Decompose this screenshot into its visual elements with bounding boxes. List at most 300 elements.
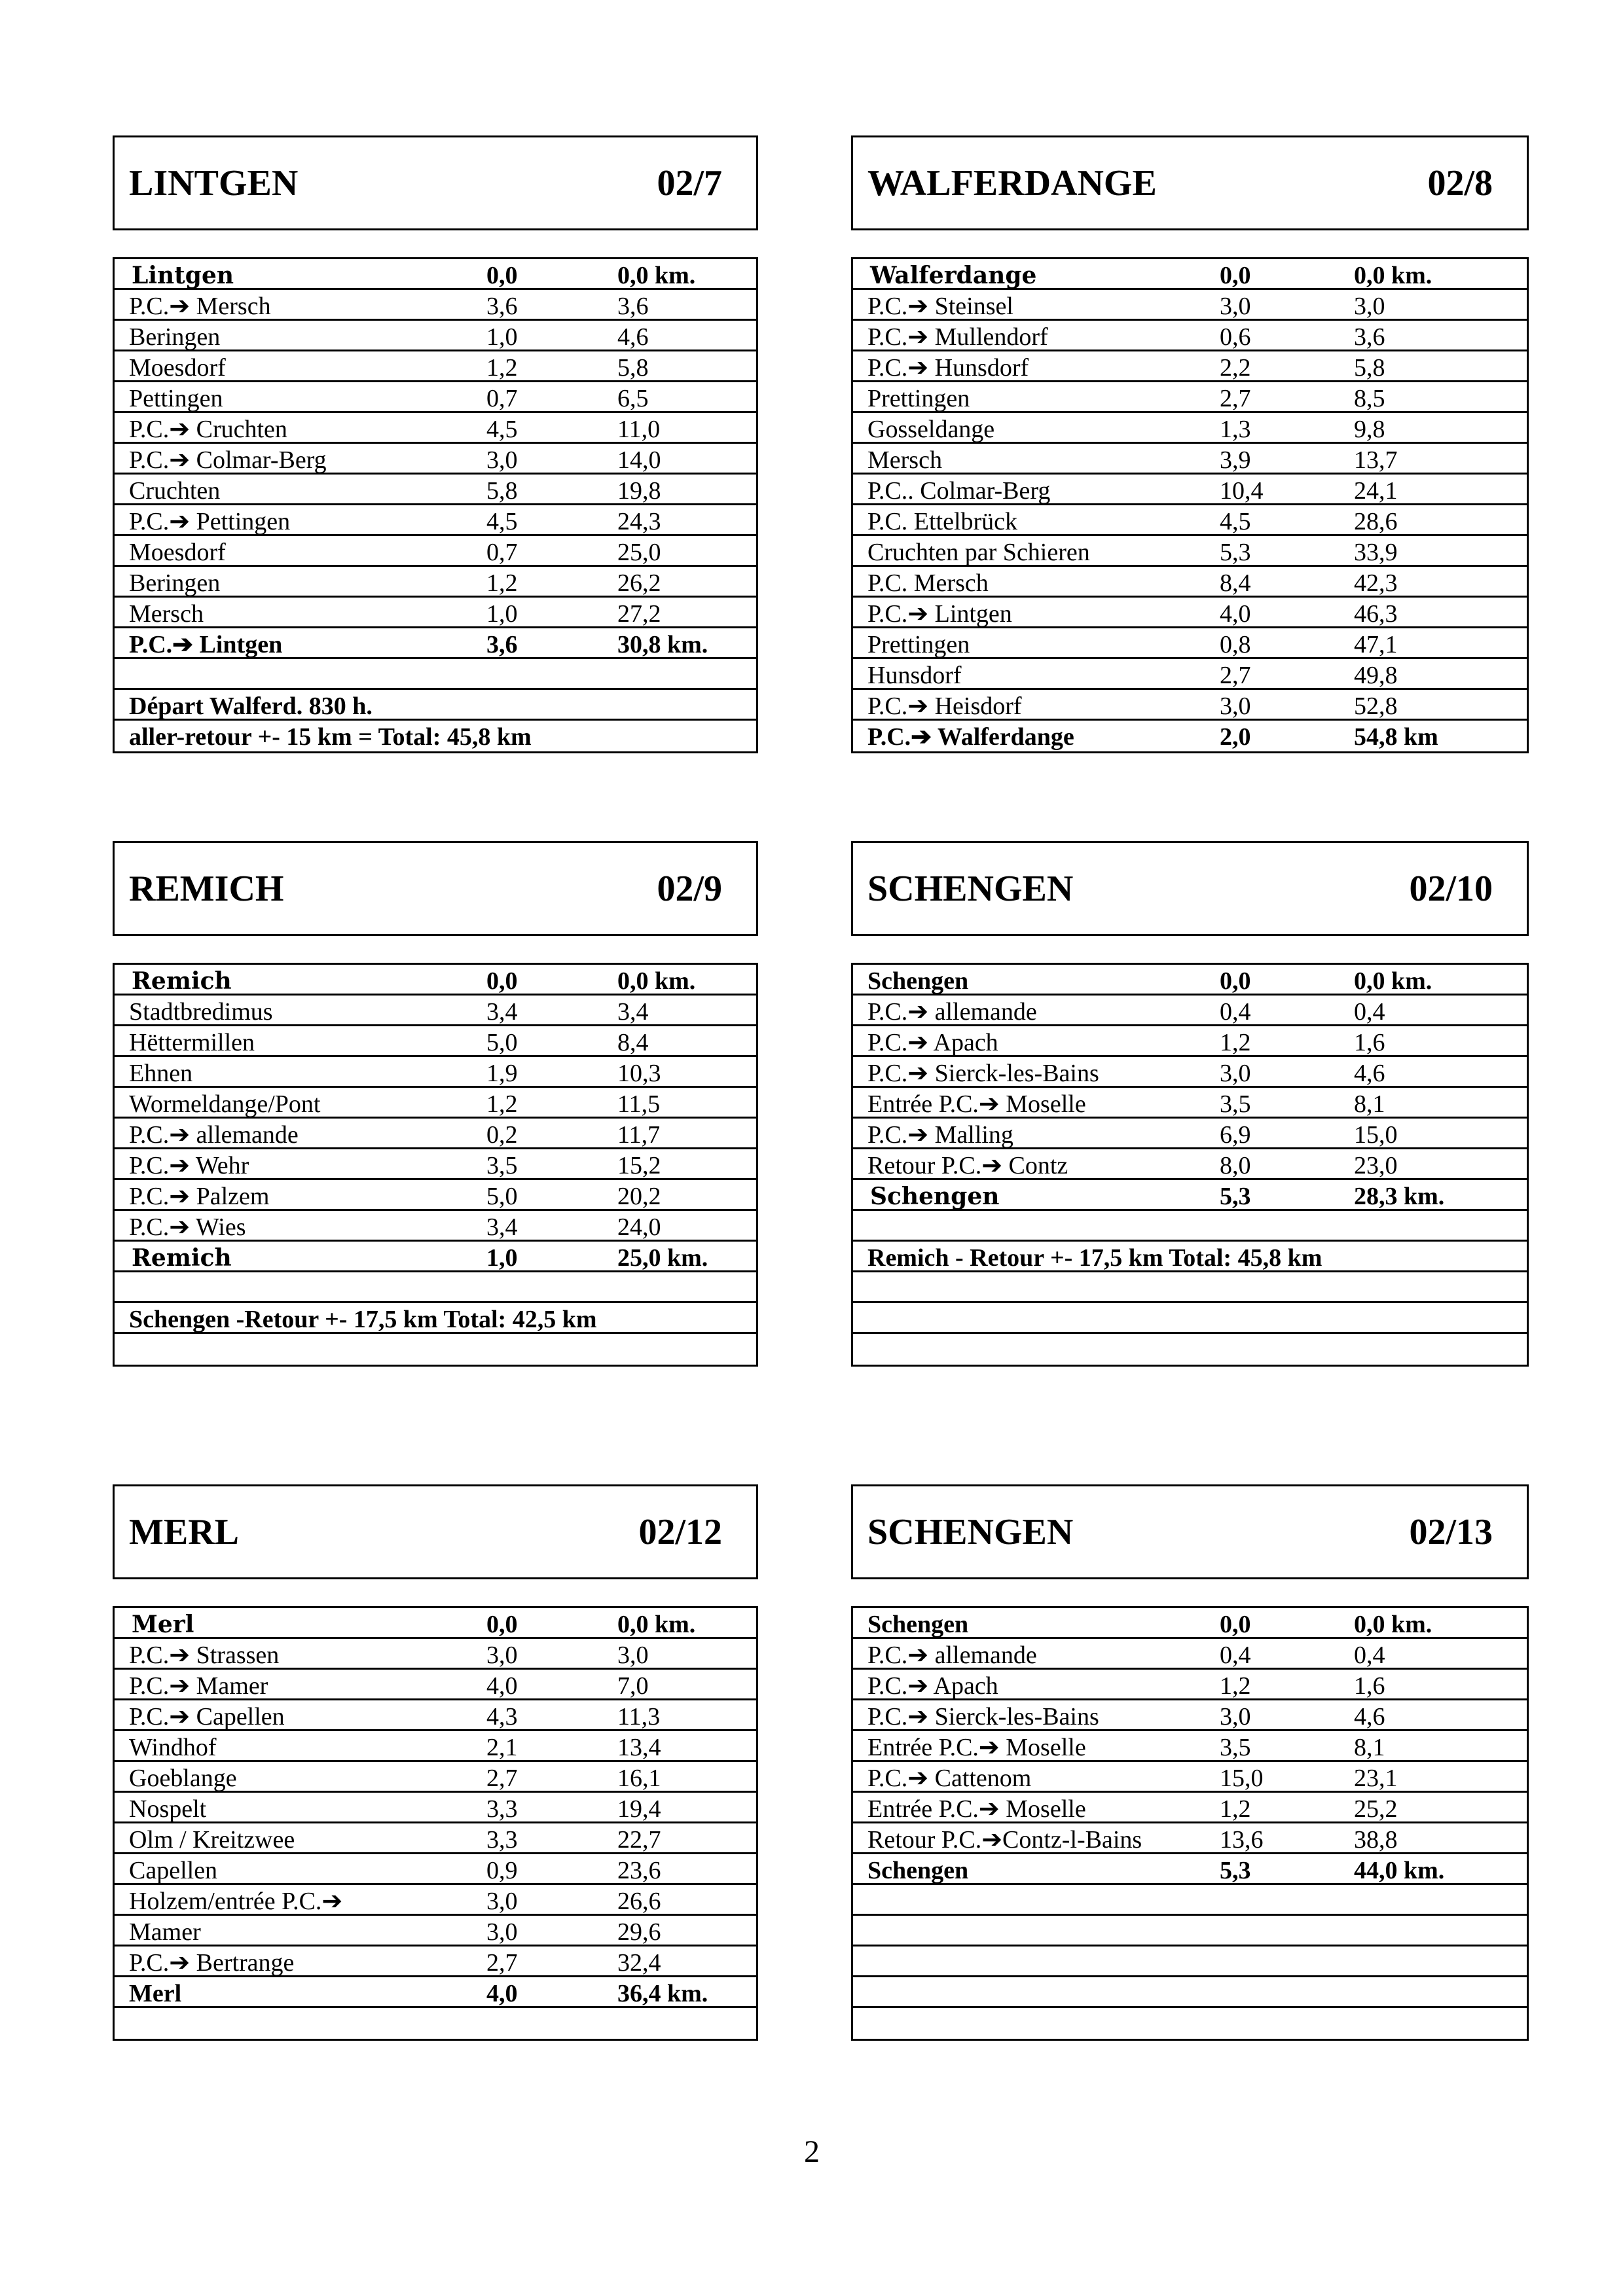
table-row: [115, 690, 756, 721]
distance-cell: 0,9: [486, 1857, 518, 1884]
table-row: [853, 1762, 1527, 1793]
place-cell: Holzem/entrée P.C.➔: [129, 1888, 343, 1915]
table-row: [115, 1639, 756, 1670]
place-cell: P.C.➔ Malling: [867, 1121, 1013, 1149]
table-row: [853, 1272, 1527, 1303]
total-cell: 3,4: [617, 998, 649, 1026]
distance-cell: 2,7: [1220, 385, 1251, 412]
place-cell: P.C.➔ allemande: [129, 1121, 299, 1149]
table-row: [853, 1334, 1527, 1365]
table-row: [115, 259, 756, 290]
distance-cell: 8,4: [1220, 569, 1251, 597]
distance-cell: 4,5: [486, 508, 518, 535]
distance-cell: 1,9: [486, 1060, 518, 1087]
table-row: [853, 259, 1527, 290]
distance-cell: 1,2: [1220, 1029, 1251, 1056]
distance-cell: 3,0: [486, 1888, 518, 1915]
total-cell: 13,4: [617, 1734, 661, 1761]
total-cell: 22,7: [617, 1826, 661, 1854]
total-cell: 24,0: [617, 1213, 661, 1241]
table-row: [853, 1793, 1527, 1823]
route-table: [113, 963, 758, 1367]
total-cell: 36,4 km.: [617, 1980, 708, 2007]
card-code: 02/7: [657, 162, 722, 204]
table-row: [853, 1670, 1527, 1700]
card-code: 02/9: [657, 868, 722, 909]
place-cell: P.C.➔ Mullendorf: [867, 323, 1048, 351]
table-row: [853, 1149, 1527, 1180]
distance-cell: 0,0: [1220, 1611, 1251, 1638]
table-row: [115, 628, 756, 659]
total-cell: 54,8 km: [1354, 723, 1438, 751]
place-cell: Wormeldange/Pont: [129, 1090, 321, 1118]
total-cell: 0,0 km.: [617, 1611, 696, 1638]
total-cell: 46,3: [1354, 600, 1398, 628]
distance-cell: 1,2: [486, 354, 518, 382]
place-cell: P.C.➔ Hunsdorf: [867, 354, 1029, 382]
table-row: [853, 1639, 1527, 1670]
total-cell: 5,8: [617, 354, 649, 382]
total-cell: 23,1: [1354, 1765, 1398, 1792]
table-row: [115, 1670, 756, 1700]
distance-cell: 0,4: [1220, 1641, 1251, 1669]
total-cell: 0,0 km.: [1354, 967, 1432, 995]
distance-cell: 0,0: [486, 262, 518, 289]
table-row: [853, 1916, 1527, 1946]
total-cell: 0,0 km.: [617, 262, 696, 289]
distance-cell: 3,0: [486, 446, 518, 474]
place-cell: Merl: [132, 1611, 194, 1638]
table-row: [115, 413, 756, 444]
distance-cell: 3,3: [486, 1795, 518, 1823]
distance-cell: 4,0: [1220, 600, 1251, 628]
place-cell: Schengen: [867, 1611, 969, 1638]
table-row: [853, 505, 1527, 536]
place-cell: P.C.➔ Steinsel: [867, 293, 1013, 320]
place-cell: P.C.➔ Capellen: [129, 1703, 285, 1731]
card-header: [851, 1484, 1529, 1579]
table-row: [115, 382, 756, 413]
total-cell: 25,0: [617, 539, 661, 566]
total-cell: 4,6: [617, 323, 649, 351]
place-cell: Schengen: [870, 1183, 1000, 1210]
place-cell: P.C.➔ Heisdorf: [867, 692, 1022, 720]
table-row: [853, 1700, 1527, 1731]
place-cell: Beringen: [129, 569, 221, 597]
table-row: [853, 1057, 1527, 1088]
table-row: [853, 1977, 1527, 2008]
place-cell: P.C.➔ Colmar-Berg: [129, 446, 327, 474]
table-row: [115, 475, 756, 505]
table-row: [115, 1946, 756, 1977]
card-header: [113, 135, 758, 230]
total-cell: 24,1: [1354, 477, 1398, 505]
place-cell: P.C.➔ Wehr: [129, 1152, 249, 1179]
table-row: [853, 1211, 1527, 1242]
total-cell: 47,1: [1354, 631, 1398, 658]
distance-cell: 2,2: [1220, 354, 1251, 382]
table-row: [115, 505, 756, 536]
place-cell: Schengen: [867, 967, 969, 995]
place-cell: P.C. Mersch: [867, 569, 989, 597]
distance-cell: 3,9: [1220, 446, 1251, 474]
place-cell: Walferdange: [870, 262, 1037, 289]
distance-cell: 3,0: [1220, 293, 1251, 320]
place-cell: P.C.➔ Apach: [867, 1672, 998, 1700]
distance-cell: 0,0: [486, 967, 518, 995]
route-table: [851, 257, 1529, 753]
distance-cell: 2,7: [486, 1765, 518, 1792]
place-cell: P.C.➔ Cruchten: [129, 416, 287, 443]
table-row: [115, 290, 756, 321]
distance-cell: 1,0: [486, 1244, 518, 1272]
place-cell: P.C.➔ Cattenom: [867, 1765, 1032, 1792]
total-cell: 13,7: [1354, 446, 1398, 474]
total-cell: 3,0: [1354, 293, 1385, 320]
place-cell: Capellen: [129, 1857, 218, 1884]
table-row: [853, 1303, 1527, 1334]
place-cell: Hunsdorf: [867, 662, 962, 689]
place-cell: Entrée P.C.➔ Moselle: [867, 1734, 1086, 1761]
distance-cell: 1,0: [486, 600, 518, 628]
total-cell: 16,1: [617, 1765, 661, 1792]
place-cell: Nospelt: [129, 1795, 207, 1823]
route-table: [851, 963, 1529, 1367]
total-cell: 9,8: [1354, 416, 1385, 443]
distance-cell: 3,4: [486, 998, 518, 1026]
total-cell: 27,2: [617, 600, 661, 628]
table-row: [115, 996, 756, 1026]
place-cell: Windhof: [129, 1734, 217, 1761]
table-row: [853, 1885, 1527, 1916]
total-cell: 24,3: [617, 508, 661, 535]
table-row: [853, 996, 1527, 1026]
place-cell: P.C.➔ Mersch: [129, 293, 271, 320]
card-header: [851, 841, 1529, 936]
table-row: [115, 1854, 756, 1885]
route-table: [113, 257, 758, 753]
table-row: [853, 1088, 1527, 1119]
place-cell: Cruchten par Schieren: [867, 539, 1090, 566]
distance-cell: 3,3: [486, 1826, 518, 1854]
total-cell: 42,3: [1354, 569, 1398, 597]
place-cell: Mersch: [129, 600, 204, 628]
table-row: [115, 598, 756, 628]
distance-cell: 3,0: [1220, 1060, 1251, 1087]
distance-cell: 3,0: [486, 1641, 518, 1669]
place-cell: Moesdorf: [129, 354, 226, 382]
table-row: [853, 1026, 1527, 1057]
total-cell: 6,5: [617, 385, 649, 412]
total-cell: 0,0 km.: [1354, 262, 1432, 289]
total-cell: 28,6: [1354, 508, 1398, 535]
place-cell: Schengen -Retour +- 17,5 km Total: 42,5 km: [129, 1306, 597, 1333]
place-cell: P.C.➔ allemande: [867, 998, 1037, 1026]
distance-cell: 1,2: [486, 569, 518, 597]
table-row: [853, 690, 1527, 721]
distance-cell: 1,2: [1220, 1672, 1251, 1700]
table-row: [115, 1057, 756, 1088]
place-cell: P.C.. Colmar-Berg: [867, 477, 1051, 505]
table-row: [115, 1793, 756, 1823]
place-cell: Entrée P.C.➔ Moselle: [867, 1795, 1086, 1823]
table-row: [115, 1977, 756, 2008]
distance-cell: 5,3: [1220, 1183, 1251, 1210]
total-cell: 4,6: [1354, 1703, 1385, 1731]
table-row: [853, 721, 1527, 751]
table-row: [853, 598, 1527, 628]
place-cell: Pettingen: [129, 385, 223, 412]
distance-cell: 15,0: [1220, 1765, 1264, 1792]
table-row: [115, 567, 756, 598]
place-cell: Schengen: [867, 1857, 969, 1884]
table-row: [115, 1180, 756, 1211]
distance-cell: 0,8: [1220, 631, 1251, 658]
table-row: [853, 1854, 1527, 1885]
total-cell: 11,3: [617, 1703, 661, 1731]
distance-cell: 1,2: [1220, 1795, 1251, 1823]
place-cell: Remich: [132, 1244, 232, 1272]
table-row: [115, 965, 756, 996]
place-cell: Cruchten: [129, 477, 221, 505]
card-title: SCHENGEN: [867, 1511, 1074, 1552]
distance-cell: 4,5: [486, 416, 518, 443]
distance-cell: 8,0: [1220, 1152, 1251, 1179]
total-cell: 10,3: [617, 1060, 661, 1087]
total-cell: 1,6: [1354, 1029, 1385, 1056]
table-row: [853, 351, 1527, 382]
total-cell: 14,0: [617, 446, 661, 474]
distance-cell: 0,4: [1220, 998, 1251, 1026]
distance-cell: 4,5: [1220, 508, 1251, 535]
table-row: [115, 1149, 756, 1180]
table-row: [853, 1823, 1527, 1854]
total-cell: 8,1: [1354, 1090, 1385, 1118]
total-cell: 11,0: [617, 416, 661, 443]
route-table: [113, 1606, 758, 2041]
table-row: [115, 659, 756, 690]
total-cell: 0,4: [1354, 1641, 1385, 1669]
card-title: SCHENGEN: [867, 868, 1074, 909]
distance-cell: 3,4: [486, 1213, 518, 1241]
table-row: [115, 1916, 756, 1946]
distance-cell: 2,7: [1220, 662, 1251, 689]
total-cell: 44,0 km.: [1354, 1857, 1445, 1884]
table-row: [853, 659, 1527, 690]
table-row: [853, 2008, 1527, 2039]
card-code: 02/12: [638, 1511, 722, 1552]
total-cell: 8,4: [617, 1029, 649, 1056]
total-cell: 29,6: [617, 1918, 661, 1946]
table-row: [115, 1088, 756, 1119]
place-cell: Retour P.C.➔ Contz: [867, 1152, 1068, 1179]
distance-cell: 0,2: [486, 1121, 518, 1149]
total-cell: 4,6: [1354, 1060, 1385, 1087]
table-row: [853, 536, 1527, 567]
table-row: [115, 2008, 756, 2039]
place-cell: P.C.➔ Walferdange: [867, 723, 1074, 751]
table-row: [853, 1946, 1527, 1977]
table-row: [853, 321, 1527, 351]
card-title: REMICH: [129, 868, 284, 909]
page-number: 2: [804, 2134, 820, 2169]
table-row: [853, 1731, 1527, 1762]
table-row: [853, 1608, 1527, 1639]
distance-cell: 3,0: [1220, 692, 1251, 720]
place-cell: P.C.➔ Mamer: [129, 1672, 268, 1700]
place-cell: P.C.➔ Palzem: [129, 1183, 270, 1210]
distance-cell: 3,6: [486, 293, 518, 320]
total-cell: 25,0 km.: [617, 1244, 708, 1272]
card-code: 02/10: [1409, 868, 1493, 909]
card-header: [113, 1484, 758, 1579]
distance-cell: 2,7: [486, 1949, 518, 1977]
place-cell: Ehnen: [129, 1060, 193, 1087]
place-cell: Merl: [129, 1980, 182, 2007]
distance-cell: 0,7: [486, 539, 518, 566]
place-cell: Remich - Retour +- 17,5 km Total: 45,8 km: [867, 1244, 1322, 1272]
total-cell: 28,3 km.: [1354, 1183, 1445, 1210]
distance-cell: 2,1: [486, 1734, 518, 1761]
place-cell: P.C.➔ Strassen: [129, 1641, 280, 1669]
distance-cell: 2,0: [1220, 723, 1251, 751]
total-cell: 26,6: [617, 1888, 661, 1915]
distance-cell: 3,0: [486, 1918, 518, 1946]
table-row: [115, 721, 756, 751]
distance-cell: 10,4: [1220, 477, 1264, 505]
place-cell: P.C.➔ Lintgen: [867, 600, 1012, 628]
card-code: 02/13: [1409, 1511, 1493, 1552]
place-cell: Mamer: [129, 1918, 201, 1946]
total-cell: 23,0: [1354, 1152, 1398, 1179]
card-title: MERL: [129, 1511, 239, 1552]
total-cell: 3,6: [1354, 323, 1385, 351]
table-row: [853, 1242, 1527, 1272]
distance-cell: 3,0: [1220, 1703, 1251, 1731]
distance-cell: 4,0: [486, 1672, 518, 1700]
table-row: [115, 1272, 756, 1303]
distance-cell: 0,0: [486, 1611, 518, 1638]
place-cell: Lintgen: [132, 262, 234, 289]
distance-cell: 0,0: [1220, 967, 1251, 995]
distance-cell: 1,2: [486, 1090, 518, 1118]
distance-cell: 4,0: [486, 1980, 518, 2007]
place-cell: Prettingen: [867, 631, 970, 658]
place-cell: P.C.➔ Wies: [129, 1213, 246, 1241]
place-cell: Départ Walferd. 830 h.: [129, 692, 373, 720]
table-row: [853, 1119, 1527, 1149]
total-cell: 33,9: [1354, 539, 1398, 566]
table-row: [115, 1303, 756, 1334]
total-cell: 30,8 km.: [617, 631, 708, 658]
total-cell: 1,6: [1354, 1672, 1385, 1700]
card-title: LINTGEN: [129, 162, 299, 204]
distance-cell: 3,5: [1220, 1090, 1251, 1118]
distance-cell: 5,0: [486, 1183, 518, 1210]
distance-cell: 0,6: [1220, 323, 1251, 351]
place-cell: Gosseldange: [867, 416, 995, 443]
total-cell: 15,2: [617, 1152, 661, 1179]
place-cell: P.C.➔ Bertrange: [129, 1949, 295, 1977]
table-row: [853, 290, 1527, 321]
table-row: [115, 1762, 756, 1793]
place-cell: P.C.➔ Sierck-les-Bains: [867, 1703, 1099, 1731]
distance-cell: 6,9: [1220, 1121, 1251, 1149]
place-cell: P.C.➔ Lintgen: [129, 631, 283, 658]
total-cell: 0,0 km.: [617, 967, 696, 995]
distance-cell: 5,3: [1220, 1857, 1251, 1884]
card-header: [851, 135, 1529, 230]
table-row: [115, 1334, 756, 1365]
route-table: [851, 1606, 1529, 2041]
place-cell: Entrée P.C.➔ Moselle: [867, 1090, 1086, 1118]
total-cell: 0,0 km.: [1354, 1611, 1432, 1638]
place-cell: Retour P.C.➔Contz-l-Bains: [867, 1826, 1142, 1854]
total-cell: 0,4: [1354, 998, 1385, 1026]
total-cell: 8,5: [1354, 385, 1385, 412]
total-cell: 38,8: [1354, 1826, 1398, 1854]
table-row: [115, 1823, 756, 1854]
total-cell: 25,2: [1354, 1795, 1398, 1823]
total-cell: 3,0: [617, 1641, 649, 1669]
place-cell: P.C.➔ allemande: [867, 1641, 1037, 1669]
place-cell: P.C.➔ Sierck-les-Bains: [867, 1060, 1099, 1087]
table-row: [853, 413, 1527, 444]
place-cell: Prettingen: [867, 385, 970, 412]
table-row: [853, 965, 1527, 996]
table-row: [115, 1119, 756, 1149]
table-row: [115, 1026, 756, 1057]
table-row: [115, 1242, 756, 1272]
total-cell: 11,5: [617, 1090, 661, 1118]
table-row: [853, 475, 1527, 505]
total-cell: 49,8: [1354, 662, 1398, 689]
place-cell: P.C. Ettelbrück: [867, 508, 1018, 535]
distance-cell: 5,8: [486, 477, 518, 505]
place-cell: Stadtbredimus: [129, 998, 273, 1026]
place-cell: Olm / Kreitzwee: [129, 1826, 295, 1854]
table-row: [115, 1608, 756, 1639]
table-row: [115, 1211, 756, 1242]
distance-cell: 5,0: [486, 1029, 518, 1056]
card-header: [113, 841, 758, 936]
total-cell: 8,1: [1354, 1734, 1385, 1761]
place-cell: P.C.➔ Apach: [867, 1029, 998, 1056]
table-row: [115, 1731, 756, 1762]
distance-cell: 5,3: [1220, 539, 1251, 566]
distance-cell: 3,5: [1220, 1734, 1251, 1761]
total-cell: 19,8: [617, 477, 661, 505]
table-row: [115, 444, 756, 475]
table-row: [115, 536, 756, 567]
table-row: [115, 1885, 756, 1916]
total-cell: 20,2: [617, 1183, 661, 1210]
distance-cell: 3,5: [486, 1152, 518, 1179]
place-cell: Moesdorf: [129, 539, 226, 566]
total-cell: 5,8: [1354, 354, 1385, 382]
place-cell: P.C.➔ Pettingen: [129, 508, 291, 535]
distance-cell: 1,3: [1220, 416, 1251, 443]
total-cell: 3,6: [617, 293, 649, 320]
distance-cell: 3,6: [486, 631, 518, 658]
distance-cell: 0,0: [1220, 262, 1251, 289]
card-title: WALFERDANGE: [867, 162, 1157, 204]
card-code: 02/8: [1427, 162, 1493, 204]
total-cell: 7,0: [617, 1672, 649, 1700]
total-cell: 26,2: [617, 569, 661, 597]
total-cell: 23,6: [617, 1857, 661, 1884]
table-row: [115, 351, 756, 382]
